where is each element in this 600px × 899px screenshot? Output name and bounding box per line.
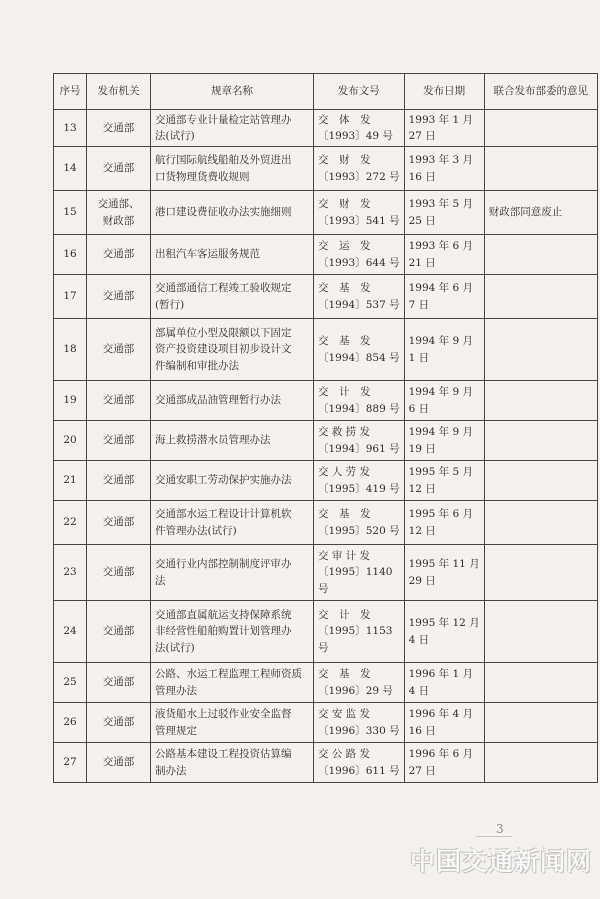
issuing-authority-line: 交通部 bbox=[102, 434, 135, 447]
regulation-name-line: 法(试行) bbox=[155, 130, 195, 142]
document-number-line: 交 财 发 bbox=[318, 154, 371, 167]
regulation-name-cell bbox=[151, 545, 314, 601]
regulation-name-line: 非经营性船舶购置计划管理办 bbox=[155, 625, 292, 638]
issue-date-cell bbox=[404, 381, 484, 421]
regulation-name-cell bbox=[151, 501, 314, 545]
document-number-cell bbox=[314, 147, 405, 191]
serial-number-cell: 18 bbox=[54, 319, 87, 381]
joint-opinion-cell bbox=[484, 110, 597, 147]
regulation-name-cell bbox=[151, 663, 314, 703]
joint-opinion-cell bbox=[484, 147, 597, 191]
issuing-authority-cell bbox=[87, 703, 151, 743]
issuing-authority-cell bbox=[87, 275, 151, 319]
issue-date-line: 1995 年 11 月 bbox=[408, 558, 480, 571]
issue-date-line: 16 日 bbox=[408, 724, 436, 737]
regulation-name-line: 法(试行) bbox=[155, 641, 195, 654]
regulation-name-line: 管理规定 bbox=[155, 724, 197, 737]
joint-opinion-cell bbox=[484, 461, 597, 501]
issuing-authority-cell bbox=[87, 147, 151, 191]
issue-date-line: 1994 年 9 月 bbox=[408, 386, 474, 399]
table-row bbox=[54, 703, 598, 743]
issue-date-line: 4 日 bbox=[408, 633, 430, 646]
serial-number-cell: 23 bbox=[54, 545, 87, 601]
document-number-line: 交 财 发 bbox=[318, 198, 371, 211]
issue-date-line: 1994 年 9 月 bbox=[408, 335, 474, 348]
regulation-name-cell bbox=[151, 601, 314, 663]
serial-number-cell: 26 bbox=[54, 703, 87, 743]
joint-opinion-cell bbox=[484, 743, 597, 783]
regulation-name-cell bbox=[151, 275, 314, 319]
document-number-line: 号 bbox=[318, 582, 329, 595]
issue-date-cell bbox=[404, 545, 484, 601]
document-number-cell bbox=[314, 461, 405, 501]
serial-number-cell: 19 bbox=[54, 381, 87, 421]
issue-date-line: 1 日 bbox=[408, 351, 430, 364]
issue-date-line: 1995 年 5 月 bbox=[408, 466, 474, 479]
issuing-authority-line: 交通部 bbox=[102, 394, 135, 407]
regulation-name-line: 交通部专业计量检定站管理办 bbox=[155, 113, 292, 126]
document-number-line: 号 bbox=[318, 641, 329, 654]
joint-opinion-cell: 财政部同意废止 bbox=[484, 191, 597, 235]
serial-number-cell: 16 bbox=[54, 235, 87, 275]
regulation-name-line: 港口建设费征收办法实施细则 bbox=[155, 206, 292, 219]
regulation-name-line: 交通行业内部控制制度评审办 bbox=[155, 558, 292, 571]
document-number-cell bbox=[314, 275, 405, 319]
regulation-name-cell bbox=[151, 461, 314, 501]
regulation-name-cell bbox=[151, 421, 314, 461]
regulation-name-cell bbox=[151, 235, 314, 275]
issuing-authority-line: 交通部 bbox=[102, 625, 135, 638]
issuing-authority-line: 交通部 bbox=[102, 162, 135, 175]
document-number-line: 交 运 发 bbox=[318, 240, 371, 253]
document-number-cell bbox=[314, 381, 405, 421]
serial-number-cell: 22 bbox=[54, 501, 87, 545]
issue-date-line: 12 日 bbox=[408, 482, 436, 495]
issue-date-line: 1996 年 4 月 bbox=[408, 708, 474, 721]
issue-date-line: 29 日 bbox=[408, 574, 436, 587]
regulation-name-line: 法 bbox=[155, 574, 166, 587]
issue-date-line: 6 日 bbox=[408, 402, 430, 415]
document-number-line: 交 体 发 bbox=[318, 113, 371, 126]
document-number-cell bbox=[314, 545, 405, 601]
table-row bbox=[54, 663, 598, 703]
regulation-name-line: 件管理办法(试行) bbox=[155, 524, 237, 537]
document-number-line: 交 审 计 发 bbox=[318, 550, 371, 563]
document-number-cell bbox=[314, 743, 405, 783]
joint-opinion-cell bbox=[484, 703, 597, 743]
table-row bbox=[54, 110, 598, 147]
regulation-name-cell bbox=[151, 703, 314, 743]
issue-date-line: 1995 年 6 月 bbox=[408, 508, 474, 521]
document-number-line: 〔1995〕419 号 bbox=[318, 482, 400, 495]
regulation-name-cell bbox=[151, 319, 314, 381]
issue-date-line: 1993 年 3 月 bbox=[408, 154, 474, 167]
issuing-authority-cell bbox=[87, 601, 151, 663]
regulation-name-line: 交通部通信工程竣工验收规定 bbox=[155, 282, 292, 295]
document-number-line: 〔1993〕272 号 bbox=[318, 170, 400, 183]
document-number-line: 〔1995〕520 号 bbox=[318, 524, 400, 537]
regulation-name-line: 制办法 bbox=[155, 764, 187, 777]
issuing-authority-line: 交通部 bbox=[102, 343, 135, 356]
serial-number-cell: 20 bbox=[54, 421, 87, 461]
site-watermark: 中国交通新闻网 bbox=[410, 847, 593, 876]
document-number-line: 〔1994〕961 号 bbox=[318, 442, 400, 455]
regulation-name-line: 液货船水上过驳作业安全监督 bbox=[155, 708, 292, 721]
regulation-name-line: 公路、水运工程监理工程师资质 bbox=[155, 668, 302, 681]
document-number-line: 〔1995〕1153 bbox=[318, 625, 393, 638]
header-issuing-authority: 发布机关 bbox=[87, 74, 151, 110]
issuing-authority-cell bbox=[87, 461, 151, 501]
issuing-authority-line: 交通部 bbox=[102, 474, 135, 487]
issuing-authority-line: 交通部 bbox=[102, 290, 135, 303]
issue-date-line: 1994 年 6 月 bbox=[408, 282, 474, 295]
regulation-name-line: 口货物理货费收规则 bbox=[155, 170, 250, 183]
document-number-cell bbox=[314, 601, 405, 663]
issue-date-line: 25 日 bbox=[408, 214, 436, 227]
regulation-name-line: 件编制和审批办法 bbox=[155, 359, 239, 372]
issuing-authority-cell bbox=[87, 319, 151, 381]
document-number-line: 交 安 监 发 bbox=[318, 708, 371, 721]
document-number-line: 交 基 发 bbox=[318, 335, 371, 348]
issuing-authority-cell bbox=[87, 743, 151, 783]
regulation-name-cell bbox=[151, 743, 314, 783]
issue-date-cell bbox=[404, 235, 484, 275]
table-row bbox=[54, 743, 598, 783]
document-number-line: 〔1993〕541 号 bbox=[318, 214, 400, 227]
document-number-line: 交 计 发 bbox=[318, 609, 371, 622]
issue-date-cell bbox=[404, 743, 484, 783]
joint-opinion-cell bbox=[484, 381, 597, 421]
issue-date-line: 19 日 bbox=[408, 442, 436, 455]
table-header-row bbox=[54, 74, 598, 110]
document-number-line: 交 公 路 发 bbox=[318, 748, 371, 761]
document-number-line: 〔1993〕49 号 bbox=[318, 130, 393, 142]
issuing-authority-cell bbox=[87, 191, 151, 235]
table-row bbox=[54, 501, 598, 545]
header-serial-number: 序号 bbox=[54, 74, 87, 110]
issue-date-line: 7 日 bbox=[408, 298, 430, 311]
regulation-name-line: 部属单位小型及限额以下固定 bbox=[155, 327, 292, 340]
regulation-name-line: 出租汽车客运服务规范 bbox=[155, 248, 260, 261]
issue-date-line: 27 日 bbox=[408, 130, 436, 142]
joint-opinion-cell bbox=[484, 545, 597, 601]
table-row bbox=[54, 275, 598, 319]
issuing-authority-cell bbox=[87, 663, 151, 703]
issue-date-cell bbox=[404, 147, 484, 191]
joint-opinion-cell bbox=[484, 421, 597, 461]
document-number-cell bbox=[314, 110, 405, 147]
issue-date-line: 1993 年 5 月 bbox=[408, 198, 474, 211]
issue-date-line: 1993 年 1 月 bbox=[408, 113, 474, 126]
regulations-table bbox=[53, 73, 598, 783]
regulation-name-line: 航行国际航线船舶及外贸进出 bbox=[155, 154, 292, 167]
issue-date-cell bbox=[404, 663, 484, 703]
issuing-authority-cell bbox=[87, 545, 151, 601]
issue-date-cell bbox=[404, 461, 484, 501]
document-number-line: 〔1995〕1140 bbox=[318, 566, 393, 579]
issue-date-cell bbox=[404, 319, 484, 381]
regulation-name-cell bbox=[151, 191, 314, 235]
document-number-cell bbox=[314, 663, 405, 703]
issue-date-cell bbox=[404, 191, 484, 235]
table-row bbox=[54, 545, 598, 601]
issue-date-line: 1996 年 6 月 bbox=[408, 748, 474, 761]
regulation-name-line: 交通部直属航运支持保障系统 bbox=[155, 609, 292, 622]
document-number-line: 交 基 发 bbox=[318, 282, 371, 295]
document-number-cell bbox=[314, 235, 405, 275]
issue-date-line: 16 日 bbox=[408, 170, 436, 183]
regulation-name-line: 交通部成品油管理暂行办法 bbox=[155, 394, 281, 407]
document-number-line: 交 基 发 bbox=[318, 508, 371, 521]
serial-number-cell: 24 bbox=[54, 601, 87, 663]
regulation-name-line: 管理办法 bbox=[155, 684, 197, 697]
table-row bbox=[54, 191, 598, 235]
document-number-cell bbox=[314, 319, 405, 381]
regulation-name-cell bbox=[151, 147, 314, 191]
page-number: 3 bbox=[496, 822, 504, 836]
document-number-line: 〔1994〕537 号 bbox=[318, 298, 400, 311]
document-number-cell bbox=[314, 703, 405, 743]
serial-number-cell: 21 bbox=[54, 461, 87, 501]
regulation-name-line: 资产投资建设项目初步设计文 bbox=[155, 343, 292, 356]
issue-date-line: 1996 年 1 月 bbox=[408, 668, 474, 681]
table-row bbox=[54, 601, 598, 663]
issue-date-cell bbox=[404, 601, 484, 663]
joint-opinion-cell bbox=[484, 501, 597, 545]
issuing-authority-line: 财政部 bbox=[102, 214, 135, 227]
issuing-authority-cell bbox=[87, 110, 151, 147]
header-document-number: 发布文号 bbox=[314, 74, 405, 110]
header-regulation-name: 规章名称 bbox=[151, 74, 314, 110]
table-row bbox=[54, 147, 598, 191]
issue-date-cell bbox=[404, 275, 484, 319]
issue-date-cell bbox=[404, 110, 484, 147]
issue-date-cell bbox=[404, 421, 484, 461]
document-number-line: 〔1993〕644 号 bbox=[318, 256, 400, 269]
document-number-line: 交 救 捞 发 bbox=[318, 426, 371, 439]
document-number-line: 交 基 发 bbox=[318, 668, 371, 681]
regulation-name-line: 公路基本建设工程投资估算编 bbox=[155, 748, 292, 761]
issuing-authority-line: 交通部 bbox=[102, 248, 135, 261]
table-row bbox=[54, 421, 598, 461]
joint-opinion-cell bbox=[484, 235, 597, 275]
table-row bbox=[54, 461, 598, 501]
document-number-line: 交 人 劳 发 bbox=[318, 466, 371, 479]
issue-date-line: 1995 年 12 月 bbox=[408, 617, 480, 630]
joint-opinion-cell bbox=[484, 319, 597, 381]
header-issue-date: 发布日期 bbox=[404, 74, 484, 110]
document-number-line: 〔1996〕611 号 bbox=[318, 764, 400, 777]
serial-number-cell: 17 bbox=[54, 275, 87, 319]
joint-opinion-cell bbox=[484, 663, 597, 703]
joint-opinion-cell bbox=[484, 601, 597, 663]
regulation-name-cell bbox=[151, 110, 314, 147]
regulation-name-line: 交通部水运工程设计计算机软 bbox=[155, 508, 292, 521]
document-number-cell bbox=[314, 501, 405, 545]
issuing-authority-line: 交通部 bbox=[102, 676, 135, 689]
issuing-authority-cell bbox=[87, 421, 151, 461]
issue-date-line: 27 日 bbox=[408, 764, 436, 777]
issue-date-line: 21 日 bbox=[408, 256, 436, 269]
issuing-authority-cell bbox=[87, 501, 151, 545]
document-number-line: 〔1994〕854 号 bbox=[318, 351, 400, 364]
document-number-cell bbox=[314, 191, 405, 235]
serial-number-cell: 15 bbox=[54, 191, 87, 235]
issue-date-line: 12 日 bbox=[408, 524, 436, 537]
document-number-cell bbox=[314, 421, 405, 461]
table-row bbox=[54, 235, 598, 275]
regulation-name-cell bbox=[151, 381, 314, 421]
issuing-authority-line: 交通部 bbox=[102, 716, 135, 729]
issue-date-cell bbox=[404, 703, 484, 743]
issuing-authority-line: 交通部 bbox=[102, 121, 135, 134]
regulation-name-line: (暂行) bbox=[155, 298, 185, 311]
issuing-authority-cell bbox=[87, 381, 151, 421]
serial-number-cell: 25 bbox=[54, 663, 87, 703]
table-row bbox=[54, 381, 598, 421]
issuing-authority-line: 交通部、 bbox=[97, 198, 140, 211]
issue-date-line: 4 日 bbox=[408, 684, 430, 697]
document-number-line: 交 计 发 bbox=[318, 386, 371, 399]
issue-date-line: 1993 年 6 月 bbox=[408, 240, 474, 253]
serial-number-cell: 14 bbox=[54, 147, 87, 191]
issuing-authority-line: 交通部 bbox=[102, 516, 135, 529]
regulation-name-line: 交通安职工劳动保护实施办法 bbox=[155, 474, 292, 487]
issue-date-line: 1994 年 9 月 bbox=[408, 426, 474, 439]
issuing-authority-line: 交通部 bbox=[102, 566, 135, 579]
document-number-line: 〔1996〕29 号 bbox=[318, 684, 393, 697]
header-joint-ministry-opinion: 联合发布部委的意见 bbox=[484, 74, 597, 110]
serial-number-cell: 13 bbox=[54, 110, 87, 147]
issue-date-cell bbox=[404, 501, 484, 545]
document-number-line: 〔1994〕889 号 bbox=[318, 402, 400, 415]
serial-number-cell: 27 bbox=[54, 743, 87, 783]
table-row bbox=[54, 319, 598, 381]
regulation-name-line: 海上救捞潜水员管理办法 bbox=[155, 434, 271, 447]
issuing-authority-cell bbox=[87, 235, 151, 275]
joint-opinion-cell bbox=[484, 275, 597, 319]
document-number-line: 〔1996〕330 号 bbox=[318, 724, 400, 737]
issuing-authority-line: 交通部 bbox=[102, 756, 135, 769]
